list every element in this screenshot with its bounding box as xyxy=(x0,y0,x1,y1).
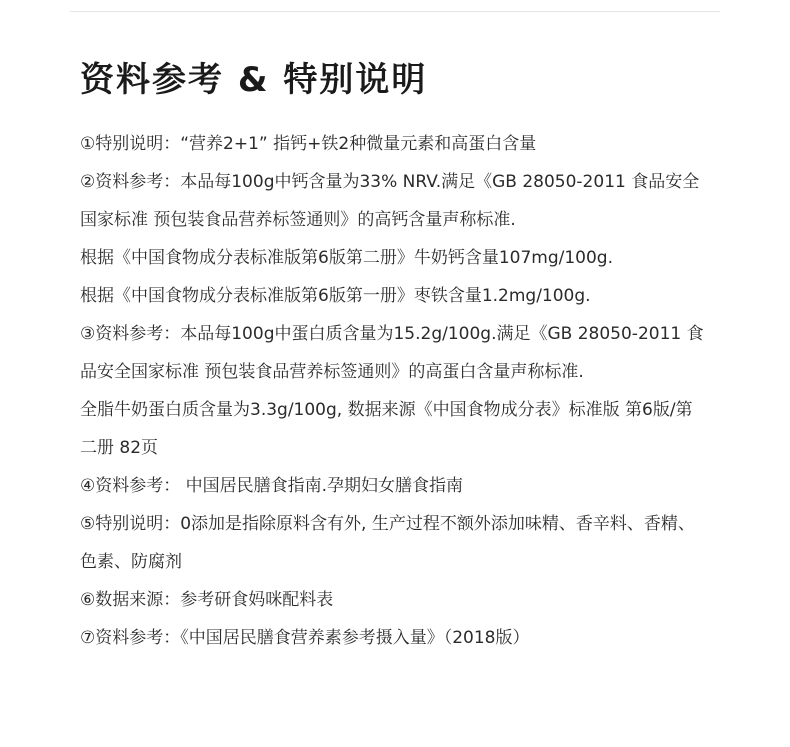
note-line: ②资料参考：本品每100g中钙含量为33% NRV.满足《GB 28050-2011 食品安全 xyxy=(80,172,700,192)
note-line: 全脂牛奶蛋白质含量为3.3g/100g, 数据来源《中国食物成分表》标准版 第6版/第 xyxy=(80,400,693,420)
note-line: ①特别说明：“营养2+1” 指钙+铁2种微量元素和高蛋白含量 xyxy=(80,134,537,154)
note-line: 色素、防腐剂 xyxy=(80,552,182,572)
note-line: ⑦资料参考：《中国居民膳食营养素参考摄入量》（2018版） xyxy=(80,628,530,648)
top-divider xyxy=(70,11,720,12)
note-line: ⑥数据来源：参考研食妈咪配料表 xyxy=(80,590,334,610)
section-title: 资料参考 & 特别说明 xyxy=(80,60,428,100)
note-line: 二册 82页 xyxy=(80,438,159,458)
note-line: 根据《中国食物成分表标准版第6版第二册》牛奶钙含量107mg/100g. xyxy=(80,248,613,268)
note-line: ⑤特别说明：0添加是指除原料含有外, 生产过程不额外添加味精、香辛料、香精、 xyxy=(80,514,695,534)
note-line: ③资料参考：本品每100g中蛋白质含量为15.2g/100g.满足《GB 28050-2011 食 xyxy=(80,324,704,344)
note-line: 品安全国家标准 预包装食品营养标签通则》的高蛋白含量声称标准. xyxy=(80,362,584,382)
note-line: 根据《中国食物成分表标准版第6版第一册》枣铁含量1.2mg/100g. xyxy=(80,286,591,306)
note-line: 国家标准 预包装食品营养标签通则》的高钙含量声称标准. xyxy=(80,210,516,230)
reference-notes xyxy=(80,125,720,657)
note-line: ④资料参考： 中国居民膳食指南.孕期妇女膳食指南 xyxy=(80,476,464,496)
